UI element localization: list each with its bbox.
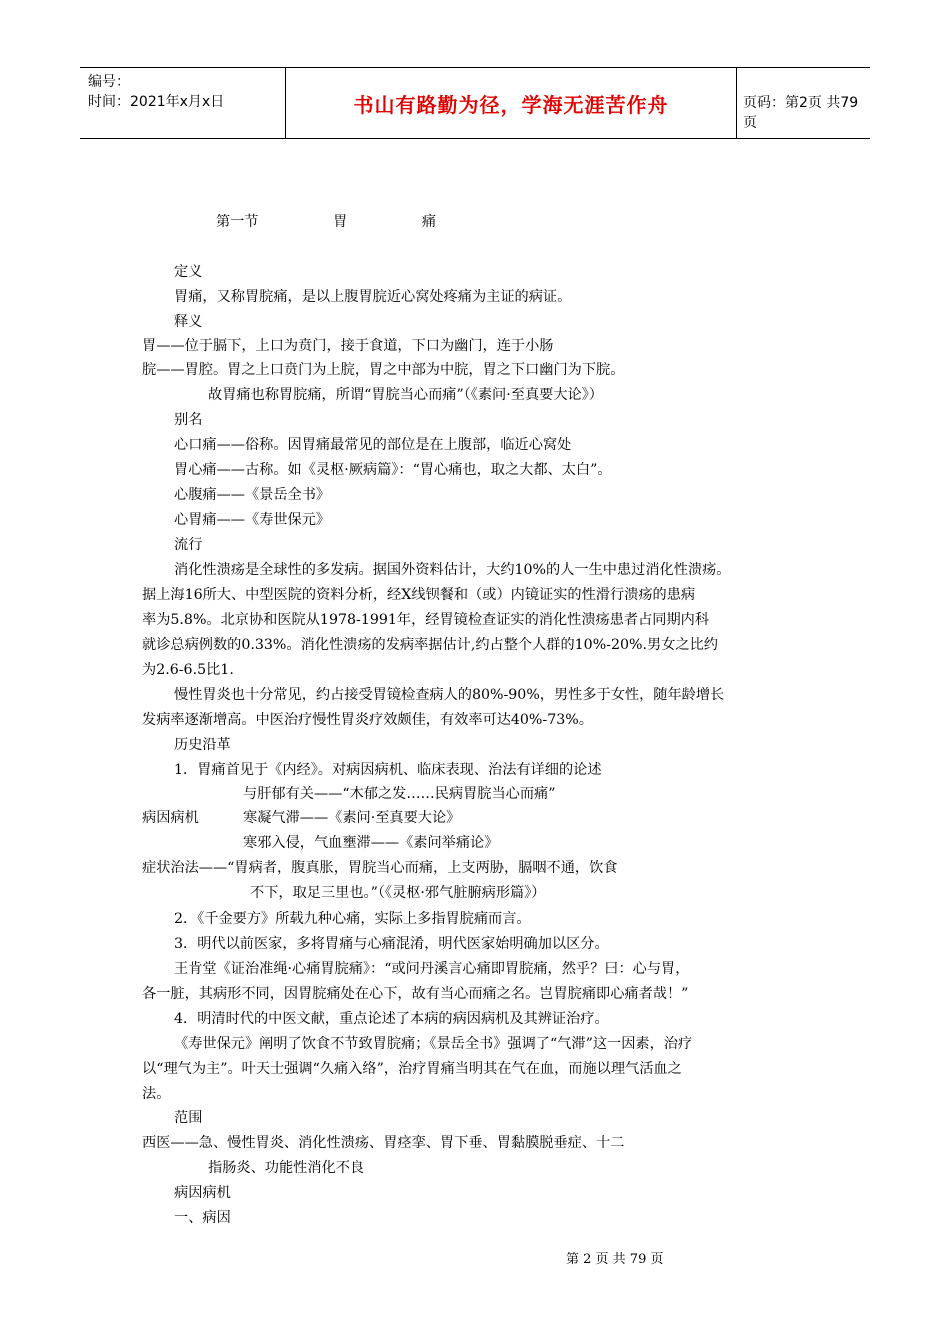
paragraph: 症状治法——“胃病者，腹真胀，胃脘当心而痛，上支两胁，膈咽不通，饮食 bbox=[142, 860, 618, 876]
paragraph: 故胃痛也称胃脘痛，所谓“胃脘当心而痛”（《素问·至真要大论》） bbox=[208, 387, 603, 403]
paragraph: 胃——位于膈下，上口为贲门，接于食道，下口为幽门，连于小肠 bbox=[142, 338, 554, 354]
heading-explanation: 释义 bbox=[174, 314, 203, 330]
heading-alias: 别名 bbox=[174, 412, 203, 428]
paragraph: 法。 bbox=[142, 1086, 171, 1102]
section-title-char-1: 胃 bbox=[333, 214, 348, 230]
paragraph: 慢性胃炎也十分常见，约占接受胃镜检查病人的80%-90%，男性多于女性，随年龄增长 bbox=[174, 687, 725, 703]
paragraph: 寒邪入侵，气血壅滞——《素问举痛论》 bbox=[243, 835, 499, 851]
page-header bbox=[80, 67, 870, 139]
header-meta bbox=[88, 72, 284, 112]
paragraph: 不下，取足三里也。”（《灵枢·邪气脏腑病形篇》） bbox=[250, 885, 546, 901]
paragraph: 3．明代以前医家，多将胃痛与心痛混淆，明代医家始明确加以区分。 bbox=[174, 936, 609, 952]
paragraph: 心腹痛——《景岳全书》 bbox=[174, 487, 331, 503]
paragraph: 发病率逐渐增高。中医治疗慢性胃炎疗效颇佳，有效率可达40%-73%。 bbox=[142, 712, 593, 728]
paragraph: 以“理气为主”。叶天士强调“久痛入络”，治疗胃痛当明其在气在血，而施以理气活血之 bbox=[142, 1061, 682, 1077]
paragraph: 寒凝气滞——《素问·至真要大论》 bbox=[243, 810, 461, 826]
page-footer: 第 2 页 共 79 页 bbox=[566, 1252, 664, 1267]
heading-scope: 范围 bbox=[174, 1110, 203, 1126]
paragraph: 指肠炎、功能性消化不良 bbox=[208, 1160, 365, 1176]
paragraph: 心胃痛——《寿世保元》 bbox=[174, 512, 331, 528]
document-number-label: 编号： bbox=[88, 74, 130, 90]
paragraph: 胃痛，又称胃脘痛，是以上腹胃脘近心窝处疼痛为主证的病证。 bbox=[174, 289, 572, 305]
paragraph: 《寿世保元》阐明了饮食不节致胃脘痛；《景岳全书》强调了“气滞”这一因素，治疗 bbox=[174, 1036, 693, 1052]
document-date: 时间：2021年x月x日 bbox=[88, 94, 225, 110]
header-motto-box bbox=[285, 68, 737, 138]
heading-cause: 一、病因 bbox=[174, 1210, 231, 1226]
heading-etiology: 病因病机 bbox=[174, 1185, 231, 1201]
heading-definition: 定义 bbox=[174, 264, 203, 280]
section-title-char-2: 痛 bbox=[421, 214, 437, 230]
heading-prevalence: 流行 bbox=[174, 537, 203, 553]
paragraph: 4．明清时代的中医文献，重点论述了本病的病因病机及其辨证治疗。 bbox=[174, 1011, 609, 1027]
paragraph: 2．《千金要方》所载九种心痛，实际上多指胃脘痛而言。 bbox=[174, 911, 531, 927]
paragraph: 就诊总病例数的0.33%。消化性溃疡的发病率据估计,约占整个人群的10%-20%.男女之比约 bbox=[142, 637, 718, 653]
paragraph: 1．胃痛首见于《内经》。对病因病机、临床表现、治法有详细的论述 bbox=[174, 762, 602, 778]
heading-history: 历史沿革 bbox=[174, 737, 231, 753]
header-motto: 书山有路勤为径，学海无涯苦作舟 bbox=[353, 92, 669, 117]
section-number: 第一节 bbox=[216, 214, 259, 230]
paragraph: 各一脏，其病形不同，因胃脘痛处在心下，故有当心而痛之名。岂胃脘痛即心痛者哉！” bbox=[142, 986, 689, 1002]
paragraph: 胃心痛——古称。如《灵枢·厥病篇》：“胃心痛也，取之大都、太白”。 bbox=[174, 462, 612, 478]
paragraph: 为2.6-6.5比1. bbox=[142, 662, 234, 678]
paragraph: 据上海16所大、中型医院的资料分析，经X线钡餐和（或）内镜证实的性滑行溃疡的患病 bbox=[142, 587, 696, 603]
header-page-info: 页码：第2页 共79页 bbox=[743, 95, 859, 131]
section-title bbox=[216, 212, 436, 232]
paragraph: 心口痛——俗称。因胃痛最常见的部位是在上腹部，临近心窝处 bbox=[174, 437, 572, 453]
paragraph: 率为5.8%。北京协和医院从1978-1991年，经胃镜检查证实的消化性溃疡患者占同期内科 bbox=[142, 612, 710, 628]
paragraph: 消化性溃疡是全球性的多发病。据国外资料估计，大约10%的人一生中患过消化性溃疡。 bbox=[174, 562, 731, 578]
paragraph: 西医——急、慢性胃炎、消化性溃疡、胃痉挛、胃下垂、胃黏膜脱垂症、十二 bbox=[142, 1135, 625, 1151]
row-label: 病因病机 bbox=[142, 810, 199, 826]
paragraph: 脘——胃腔。胃之上口贲门为上脘，胃之中部为中脘，胃之下口幽门为下脘。 bbox=[142, 362, 625, 378]
paragraph: 与肝郁有关——“木郁之发……民病胃脘当心而痛” bbox=[243, 786, 556, 802]
paragraph: 王肯堂《证治准绳·心痛胃脘痛》：“或问丹溪言心痛即胃脘痛，然乎？曰：心与胃， bbox=[174, 961, 690, 977]
